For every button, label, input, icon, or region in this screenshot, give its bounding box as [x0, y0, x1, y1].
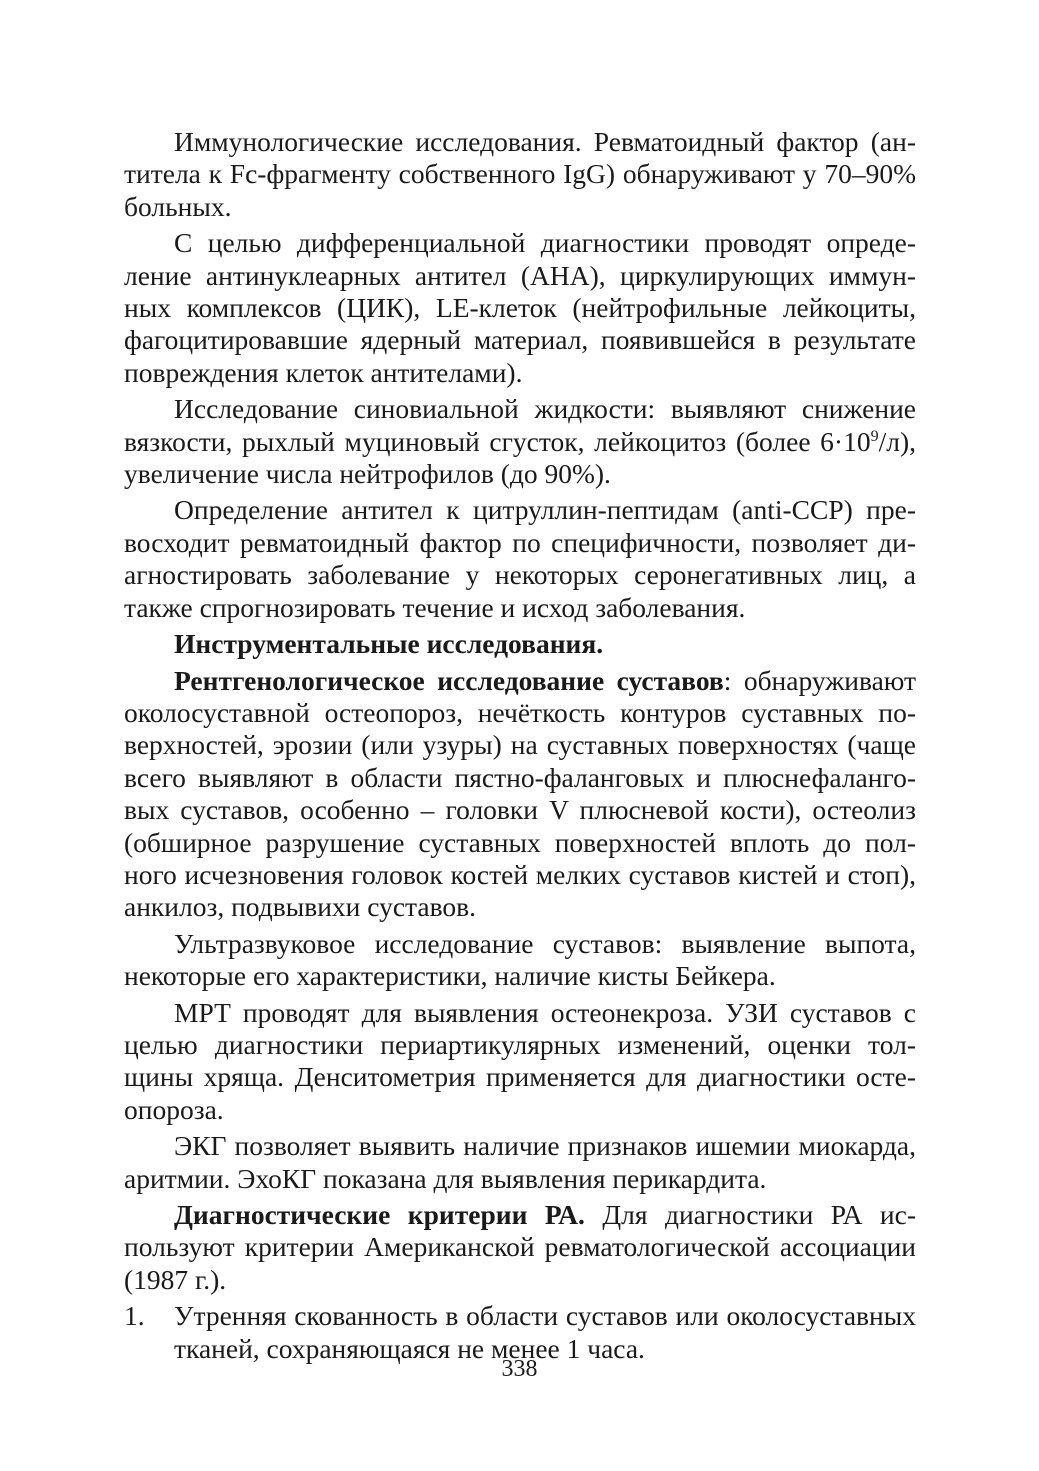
superscript-exponent: 9: [870, 427, 879, 445]
paragraph-ultrasound: Ультразвуковое исследование суставов: выявление выпота, некоторые его характеристики, наличие кисты Бейкера.: [124, 927, 916, 992]
xray-heading: Рентгенологическое исследование суставов: [174, 664, 724, 696]
criteria-heading: Диагностические критерии РА.: [174, 1199, 585, 1230]
synovial-text-before: Исследование синовиальной жидкости: выявляют снижение вязкости, рыхлый муциновый сгусток, лейкоцитоз (более 6·10: [124, 393, 916, 457]
list-item-number: 1.: [124, 1300, 145, 1332]
xray-text: : обнаруживают околосуставной остеопороз, нечёткость контуров суставных поверхностей, эрозии (или узуры) на суставных поверхностях (чаще всего выявляют в области пястно-фаланговых и плюснефаланговых суставов, особенно – головки V плюсневой кости), остеолиз (обширное разрушение суставных поверхностей вплоть до полного исчезновения головок костей мелких суставов кистей и стоп), анкилоз, подвывихи суставов.: [124, 664, 917, 923]
paragraph-mri: МРТ проводят для выявления остеонекроза. УЗИ суставов с целью диагностики периартикулярных изменений, оценки толщины хряща. Денситометрия применяется для диагностики остеопороза.: [124, 996, 916, 1125]
paragraph-differential-diagnosis: С целью дифференциальной диагностики проводят определение антинуклеарных антител (АНА), циркулирующих иммунных комплексов (ЦИК), LE-клеток (нейтрофильные лейкоциты, фагоцитировавшие ядерный материал, появившейся в результате повреждения клеток антителами).: [124, 227, 916, 388]
paragraph-xray: [124, 665, 916, 924]
page-number: 338: [501, 1356, 538, 1382]
paragraph-ecg: ЭКГ позволяет выявить наличие признаков ишемии миокарда, аритмии. ЭхоКГ показана для выявления перикардита.: [124, 1130, 916, 1194]
synovial-text-after: /л), увеличение числа нейтрофилов (до 90%).: [124, 425, 916, 490]
paragraph-synovial-fluid: [124, 393, 916, 490]
paragraph-anti-ccp: Определение антител к цитруллин-пептидам (anti-CCP) превосходит ревматоидный фактор по специфичности, позволяет диагностировать заболевание у некоторых серонегативных лиц, а также спрогнозировать течение и исход заболевания.: [124, 494, 916, 623]
paragraph-diagnostic-criteria: [124, 1199, 916, 1296]
paragraph-immunology: Иммунологические исследования. Ревматоидный фактор (антитела к Fc-фрагменту собственного IgG) обнаруживают у 70–90% больных.: [124, 126, 916, 222]
page-body: [124, 126, 916, 1365]
list-item-text: Утренняя скованность в области суставов или околосуставных тканей, сохраняющаяся не менее 1 часа.: [174, 1300, 916, 1364]
criteria-text: Для диагностики РА используют критерии Американской ревматологической ассоциации (1987 г.).: [124, 1199, 916, 1295]
heading-instrumental-studies: Инструментальные исследования.: [174, 628, 604, 660]
